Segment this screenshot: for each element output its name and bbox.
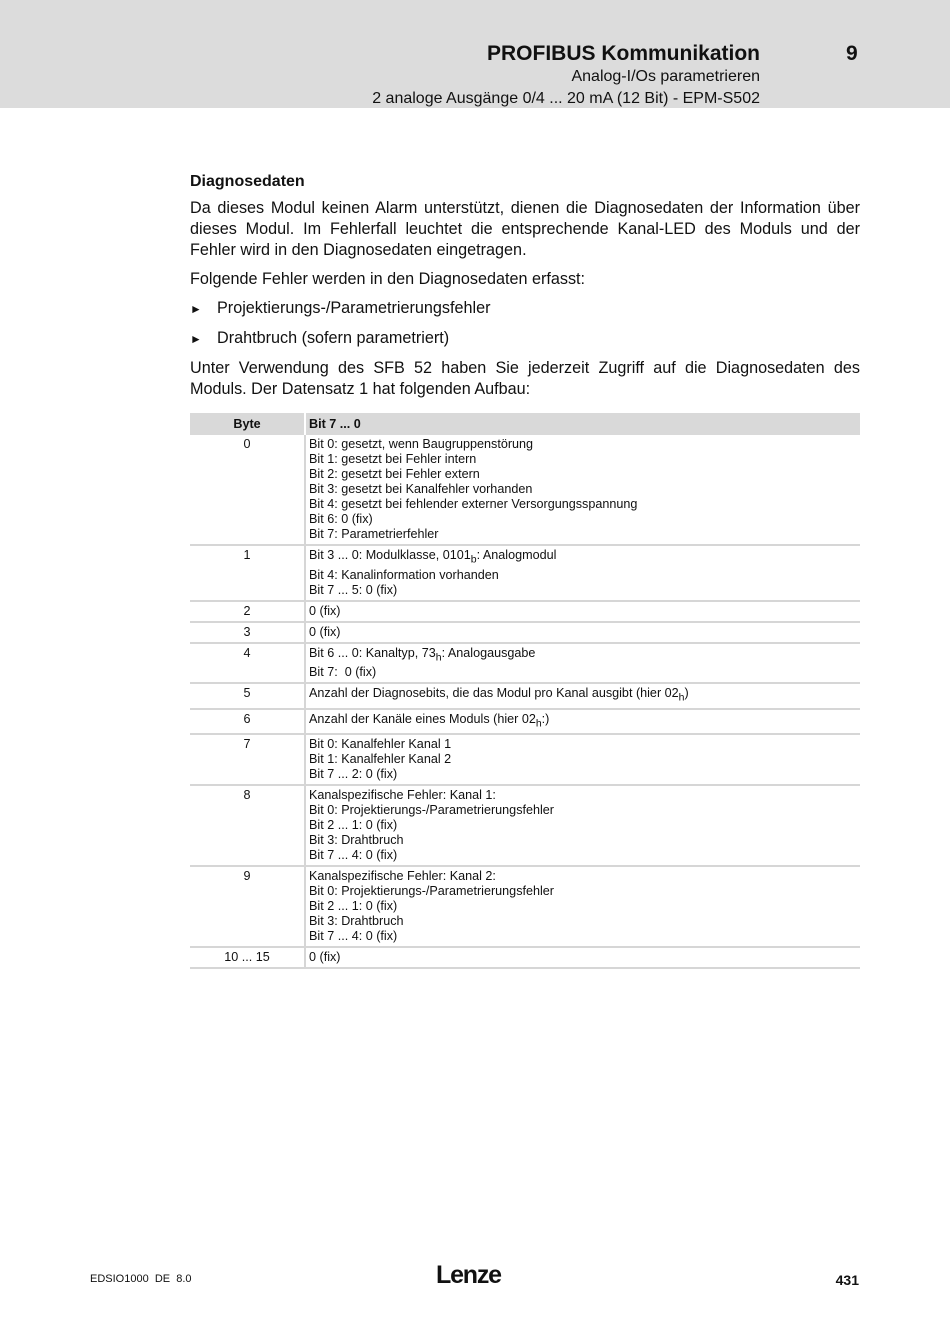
cell-line: Bit 7 ... 5: 0 (fix) <box>309 582 398 597</box>
cell-line: Bit 7 ... 2: 0 (fix) <box>309 767 398 782</box>
table-row <box>190 785 860 866</box>
cell-line: Bit 3: gesetzt bei Kanalfehler vorhanden <box>309 482 533 496</box>
cell-line: Bit 2 ... 1: 0 (fix) <box>309 818 398 833</box>
byte-cell: 6 <box>190 709 305 735</box>
byte-cell: 4 <box>190 643 305 684</box>
bullet-arrow-icon: ► <box>190 332 202 346</box>
bullet-item <box>190 328 860 350</box>
bits-cell <box>305 683 860 709</box>
document-id: EDSIO1000 DE 8.0 <box>90 1273 192 1285</box>
cell-line: Bit 0: gesetzt, wenn Baugruppenstörung <box>309 437 534 451</box>
table-header-row <box>190 413 860 435</box>
column-header-byte: Byte <box>190 413 305 435</box>
errors-intro-paragraph: Folgende Fehler werden in den Diagnosedaten erfasst: <box>190 270 586 288</box>
bits-cell <box>305 601 860 622</box>
cell-line: Kanalspezifische Fehler: Kanal 2: <box>309 869 496 884</box>
table-row <box>190 643 860 684</box>
byte-cell: 2 <box>190 601 305 622</box>
page-header <box>0 0 950 108</box>
cell-line: Bit 7: Parametrierfehler <box>309 527 439 541</box>
bits-cell <box>305 734 860 785</box>
bullet-text: Projektierungs-/Parametrierungsfehler <box>217 299 491 317</box>
column-header-bits: Bit 7 ... 0 <box>305 413 860 435</box>
table-row <box>190 734 860 785</box>
page-number: 431 <box>835 1272 859 1288</box>
byte-cell: 8 <box>190 785 305 866</box>
cell-line: Bit 0: Projektierungs-/Parametrierungsfehler <box>309 803 554 818</box>
section-title: Analog-I/Os parametrieren <box>571 68 760 85</box>
cell-line: Bit 0: Projektierungs-/Parametrierungsfehler <box>309 884 554 899</box>
cell-line: 0 (fix) <box>309 603 341 618</box>
cell-line: Bit 4: gesetzt bei fehlender externer Versorgungsspannung <box>309 497 638 511</box>
diagnostic-data-table <box>190 413 860 969</box>
cell-line: Bit 7 ... 4: 0 (fix) <box>309 929 398 944</box>
chapter-title: PROFIBUS Kommunikation <box>486 42 760 65</box>
cell-line: Bit 1: gesetzt bei Fehler intern <box>309 452 477 466</box>
cell-line: Bit 7: 0 (fix) <box>309 665 377 680</box>
cell-line: Bit 0: Kanalfehler Kanal 1 <box>309 737 452 752</box>
bullet-text: Drahtbruch (sofern parametriert) <box>217 329 450 347</box>
subsection-title: 2 analoge Ausgänge 0/4 ... 20 mA (12 Bit) - EPM-S502 <box>372 90 760 107</box>
bits-cell <box>305 643 860 684</box>
table-row <box>190 866 860 947</box>
lenze-logo <box>436 1262 512 1293</box>
cell-line: Kanalspezifische Fehler: Kanal 1: <box>309 788 496 803</box>
byte-cell: 3 <box>190 622 305 643</box>
bullet-item <box>190 298 860 320</box>
table-row <box>190 545 860 601</box>
bits-cell <box>305 709 860 735</box>
byte-cell: 1 <box>190 545 305 601</box>
cell-line: Anzahl der Kanäle eines Moduls (hier $02_h$:) <box>309 711 550 730</box>
cell-line: Bit 2: gesetzt bei Fehler extern <box>309 467 480 481</box>
bits-cell <box>305 622 860 643</box>
bits-cell <box>305 435 860 545</box>
byte-cell: 9 <box>190 866 305 947</box>
cell-line: Bit 3: Drahtbruch <box>309 833 404 848</box>
table-row <box>190 947 860 968</box>
byte-cell: 7 <box>190 734 305 785</box>
cell-line: 0 (fix) <box>309 624 341 639</box>
cell-line: Bit 1: Kanalfehler Kanal 2 <box>309 752 452 767</box>
cell-line: 0 (fix) <box>309 950 341 965</box>
table-row <box>190 601 860 622</box>
cell-line: Bit 6: 0 (fix) <box>309 512 373 526</box>
sfb-paragraph: Unter Verwendung des SFB 52 haben Sie jederzeit Zugriff auf die Diagnosedaten des Moduls. Der Datensatz 1 hat folgenden Aufbau: <box>190 359 860 398</box>
table-row <box>190 683 860 709</box>
table-row <box>190 622 860 643</box>
bits-cell <box>305 866 860 947</box>
intro-paragraph: Da dieses Modul keinen Alarm unterstützt, dienen die Diagnosedaten der Information über dieses Modul. Im Fehlerfall leuchtet die entsprechende Kanal-LED des Moduls und der Fehler wird in den Diagnosedaten eingetragen. <box>190 199 860 259</box>
cell-line: Anzahl der Diagnosebits, die das Modul pro Kanal ausgibt (hier $02_h$) <box>309 686 689 704</box>
cell-line: Bit 2 ... 1: 0 (fix) <box>309 899 398 914</box>
cell-line: Bit 3: Drahtbruch <box>309 914 404 929</box>
section-heading: Diagnosedaten <box>190 173 305 190</box>
byte-cell: 5 <box>190 683 305 709</box>
main-content <box>190 172 860 408</box>
byte-cell: 10 ... 15 <box>190 947 305 968</box>
cell-line: Bit 6 ... 0: Kanaltyp, $73_h$: Analogausgabe <box>309 645 536 664</box>
bits-cell <box>305 947 860 968</box>
bullet-arrow-icon: ► <box>190 302 202 316</box>
svg-text:Lenze: Lenze <box>436 1262 501 1288</box>
table-row <box>190 709 860 735</box>
bits-cell <box>305 545 860 601</box>
cell-line: Bit 3 ... 0: Modulklasse, $0101_b$: Analogmodul <box>309 548 557 566</box>
cell-line: Bit 4: Kanalinformation vorhanden <box>309 567 499 582</box>
table-row <box>190 435 860 545</box>
byte-cell: 0 <box>190 435 305 545</box>
chapter-number: 9 <box>846 42 858 65</box>
cell-line: Bit 7 ... 4: 0 (fix) <box>309 848 398 863</box>
bits-cell <box>305 785 860 866</box>
